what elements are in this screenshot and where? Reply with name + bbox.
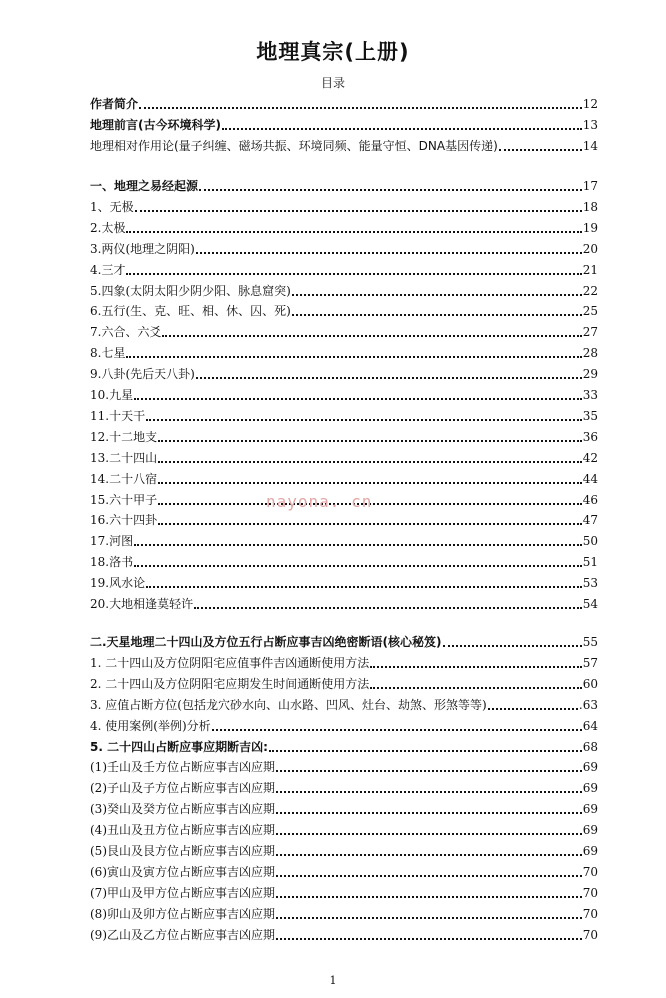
toc-entry[interactable] <box>90 216 598 236</box>
toc-entry[interactable] <box>90 113 598 133</box>
toc-entry-label: 一、地理之易经起源 <box>90 179 199 193</box>
toc-entry-label: 11.十天干 <box>90 408 146 423</box>
dot-leader <box>212 729 582 731</box>
toc-entry[interactable] <box>90 529 598 549</box>
toc-entry-label: 2. 二十四山及方位阴阳宅应期发生时间通断使用方法 <box>90 676 370 691</box>
toc-entry-page: 20 <box>582 241 598 256</box>
watermark: nayona. cn <box>266 492 373 511</box>
toc-entry-label: (9)乙山及乙方位占断应事吉凶应期 <box>90 927 275 942</box>
toc-entry-label: 4. 使用案例(举例)分析 <box>90 718 211 733</box>
dot-leader <box>126 356 581 358</box>
toc-entry[interactable] <box>90 860 598 880</box>
toc-entry[interactable] <box>90 923 598 943</box>
dot-leader <box>276 854 582 856</box>
dot-leader <box>292 314 582 316</box>
toc-entry-page: 69 <box>582 844 598 858</box>
toc-entry-label: (1)壬山及壬方位占断应事吉凶应期 <box>90 760 275 775</box>
toc-entry-page: 25 <box>582 304 598 319</box>
dot-leader <box>196 252 582 254</box>
dot-leader <box>199 189 582 191</box>
toc-entry[interactable] <box>90 651 598 671</box>
dot-leader <box>146 586 582 588</box>
dot-leader <box>276 896 582 898</box>
toc-entry[interactable] <box>90 467 598 487</box>
toc-entry-page: 22 <box>582 283 598 298</box>
toc-entry[interactable] <box>90 134 598 154</box>
toc-entry[interactable] <box>90 508 598 528</box>
toc-entry-page: 70 <box>582 864 598 879</box>
toc-entry-page: 68 <box>582 739 598 754</box>
toc-entry-label: 20.大地相逢莫轻许 <box>90 597 194 611</box>
toc-entry-page: 29 <box>582 367 598 382</box>
dot-leader <box>276 917 582 919</box>
toc-entry-page: 12 <box>582 97 598 111</box>
dot-leader <box>158 482 582 484</box>
toc-entry-label: 1. 二十四山及方位阴阳宅应值事件吉凶通断使用方法 <box>90 655 370 670</box>
toc-entry-page: 69 <box>582 823 598 838</box>
toc-entry[interactable] <box>90 797 598 817</box>
toc-entry[interactable] <box>90 839 598 859</box>
toc-entry[interactable] <box>90 299 598 319</box>
toc-entry-page: 35 <box>582 408 598 423</box>
toc-entry-page: 70 <box>582 927 598 942</box>
toc-entry[interactable] <box>90 320 598 340</box>
toc-entry-label: 3. 应值占断方位(包括龙穴砂水向、山水路、凹风、灶台、劫煞、形煞等等) <box>90 697 487 712</box>
toc-entry[interactable] <box>90 902 598 922</box>
toc-entry-label: (4)丑山及丑方位占断应事吉凶应期 <box>90 823 275 838</box>
toc-entry-label: 1、无极 <box>90 199 134 214</box>
toc-entry-label: 13.二十四山 <box>90 450 158 465</box>
dot-leader <box>222 128 582 130</box>
dot-leader <box>134 565 582 567</box>
toc-entry-page: 64 <box>582 718 598 733</box>
toc-entry-page: 54 <box>582 597 598 611</box>
toc-entry-label: 二.天星地理二十四山及方位五行占断应事吉凶绝密断语(核心秘笈) <box>90 635 442 649</box>
toc-entry-label: 7.六合、六爻 <box>90 325 162 340</box>
toc-entry-label: (3)癸山及癸方位占断应事吉凶应期 <box>90 802 275 817</box>
dot-leader <box>158 440 582 442</box>
toc-entry-label: 12.十二地支 <box>90 429 158 444</box>
toc-entry[interactable] <box>90 383 598 403</box>
toc-entry[interactable] <box>90 571 598 591</box>
toc-entry-page: 50 <box>582 534 598 549</box>
toc-entry-page: 14 <box>582 138 598 153</box>
toc-entry[interactable] <box>90 92 598 112</box>
dot-leader <box>276 791 582 793</box>
toc-entry[interactable] <box>90 672 598 692</box>
toc-entry-page: 51 <box>582 555 598 570</box>
toc-entry-label: (8)卯山及卯方位占断应事吉凶应期 <box>90 906 275 921</box>
toc-entry-page: 36 <box>582 429 598 444</box>
toc-entry-page: 27 <box>582 325 598 340</box>
toc-entry-page: 70 <box>582 885 598 900</box>
document-title: 地理真宗(上册) <box>256 40 410 64</box>
dot-leader <box>134 398 582 400</box>
dot-leader <box>443 645 582 647</box>
toc-entry[interactable] <box>90 425 598 445</box>
dot-leader <box>276 812 582 814</box>
dot-leader <box>194 607 582 609</box>
toc-entry-label: 15.六十甲子 <box>90 492 158 507</box>
toc-entry[interactable] <box>90 258 598 278</box>
dot-leader <box>139 107 582 109</box>
toc-entry-page: 55 <box>582 635 598 649</box>
toc-entry-page: 21 <box>582 262 598 277</box>
dot-leader <box>158 461 582 463</box>
toc-entry-label: 3.两仪(地理之阴阳) <box>90 241 195 256</box>
toc-entry[interactable] <box>90 714 598 734</box>
toc-entry[interactable] <box>90 735 598 755</box>
toc-entry-label: 地理相对作用论(量子纠缠、磁场共振、环境同频、能量守恒、DNA基因传递) <box>90 138 498 153</box>
toc-entry-label: 17.河图 <box>90 534 134 549</box>
toc-entry[interactable] <box>90 195 598 215</box>
toc-entry-page: 33 <box>582 388 598 402</box>
toc-entry-label: 14.二十八宿 <box>90 471 158 486</box>
toc-entry[interactable] <box>90 693 598 713</box>
toc-entry-page: 13 <box>582 117 598 132</box>
toc-heading: 目录 <box>320 76 345 90</box>
toc-entry-label: (5)艮山及艮方位占断应事吉凶应期 <box>90 844 275 858</box>
toc-entry-page: 57 <box>582 655 598 670</box>
toc-entry-label: (6)寅山及寅方位占断应事吉凶应期 <box>90 864 275 879</box>
toc-entry-page: 42 <box>582 450 598 465</box>
dot-leader <box>292 294 582 296</box>
toc-entry[interactable] <box>90 818 598 838</box>
dot-leader <box>276 938 582 940</box>
toc-entry-page: 69 <box>582 781 598 796</box>
toc-entry[interactable] <box>90 881 598 901</box>
dot-leader <box>269 750 582 752</box>
toc-entry-label: 4.三才 <box>90 262 126 277</box>
dot-leader <box>135 210 582 212</box>
dot-leader <box>126 231 581 233</box>
dot-leader <box>276 833 582 835</box>
toc-entry-page: 46 <box>582 492 598 507</box>
toc-entry-label: 5.四象(太阴太阳少阴少阳、脉息窟突) <box>90 283 291 298</box>
toc-entry-label: 6.五行(生、克、旺、相、休、囚、死) <box>90 304 291 319</box>
toc-entry-page: 69 <box>582 802 598 817</box>
dot-leader <box>499 149 582 151</box>
toc-entry-label: 5. 二十四山占断应事应期断吉凶: <box>90 739 268 754</box>
toc-entry[interactable] <box>90 279 598 299</box>
toc-entry-label: 作者简介 <box>90 97 139 111</box>
toc-entry[interactable] <box>90 404 598 424</box>
toc-entry[interactable] <box>90 174 598 194</box>
toc-entry-page: 70 <box>582 906 598 921</box>
toc-entry-page: 28 <box>582 346 598 361</box>
toc-entry-page: 69 <box>582 760 598 775</box>
dot-leader <box>162 335 581 337</box>
toc-entry-label: 2.太极 <box>90 220 126 235</box>
dot-leader <box>196 377 582 379</box>
toc-entry[interactable] <box>90 776 598 796</box>
toc-entry[interactable] <box>90 630 598 650</box>
dot-leader <box>134 544 582 546</box>
toc-entry[interactable] <box>90 592 598 612</box>
dot-leader <box>276 875 582 877</box>
toc-entry[interactable] <box>90 755 598 775</box>
page-number: 1 <box>329 974 337 987</box>
toc-entry-label: 10.九星 <box>90 388 134 402</box>
toc-entry-page: 18 <box>582 199 598 214</box>
toc-entry-label: 16.六十四卦 <box>90 513 158 528</box>
toc-entry-label: 18.洛书 <box>90 555 134 570</box>
toc-entry-page: 53 <box>582 576 598 591</box>
toc-entry-label: 地理前言(古今环境科学) <box>90 117 221 132</box>
toc-entry-page: 19 <box>582 220 598 235</box>
toc-entry[interactable] <box>90 550 598 570</box>
toc-entry[interactable] <box>90 446 598 466</box>
toc-entry-label: (2)子山及子方位占断应事吉凶应期 <box>90 781 275 796</box>
toc-entry-label: 19.风水论 <box>90 576 146 591</box>
dot-leader <box>126 273 581 275</box>
toc-entry-page: 17 <box>582 179 598 193</box>
toc-entry-page: 47 <box>582 513 598 528</box>
toc-entry-page: .63 <box>578 697 598 712</box>
toc-entry[interactable] <box>90 341 598 361</box>
toc-entry[interactable] <box>90 237 598 257</box>
toc-entry-label: 9.八卦(先后天八卦) <box>90 367 195 382</box>
toc-entry-page: 60 <box>582 676 598 691</box>
toc-entry-page: 44 <box>582 471 598 486</box>
dot-leader <box>146 419 582 421</box>
dot-leader <box>488 708 578 710</box>
dot-leader <box>158 523 582 525</box>
dot-leader <box>370 666 581 668</box>
toc-entry-label: (7)甲山及甲方位占断应事吉凶应期 <box>90 885 275 900</box>
dot-leader <box>370 687 581 689</box>
dot-leader <box>276 770 582 772</box>
toc-entry[interactable] <box>90 362 598 382</box>
toc-entry-label: 8.七星 <box>90 346 126 361</box>
